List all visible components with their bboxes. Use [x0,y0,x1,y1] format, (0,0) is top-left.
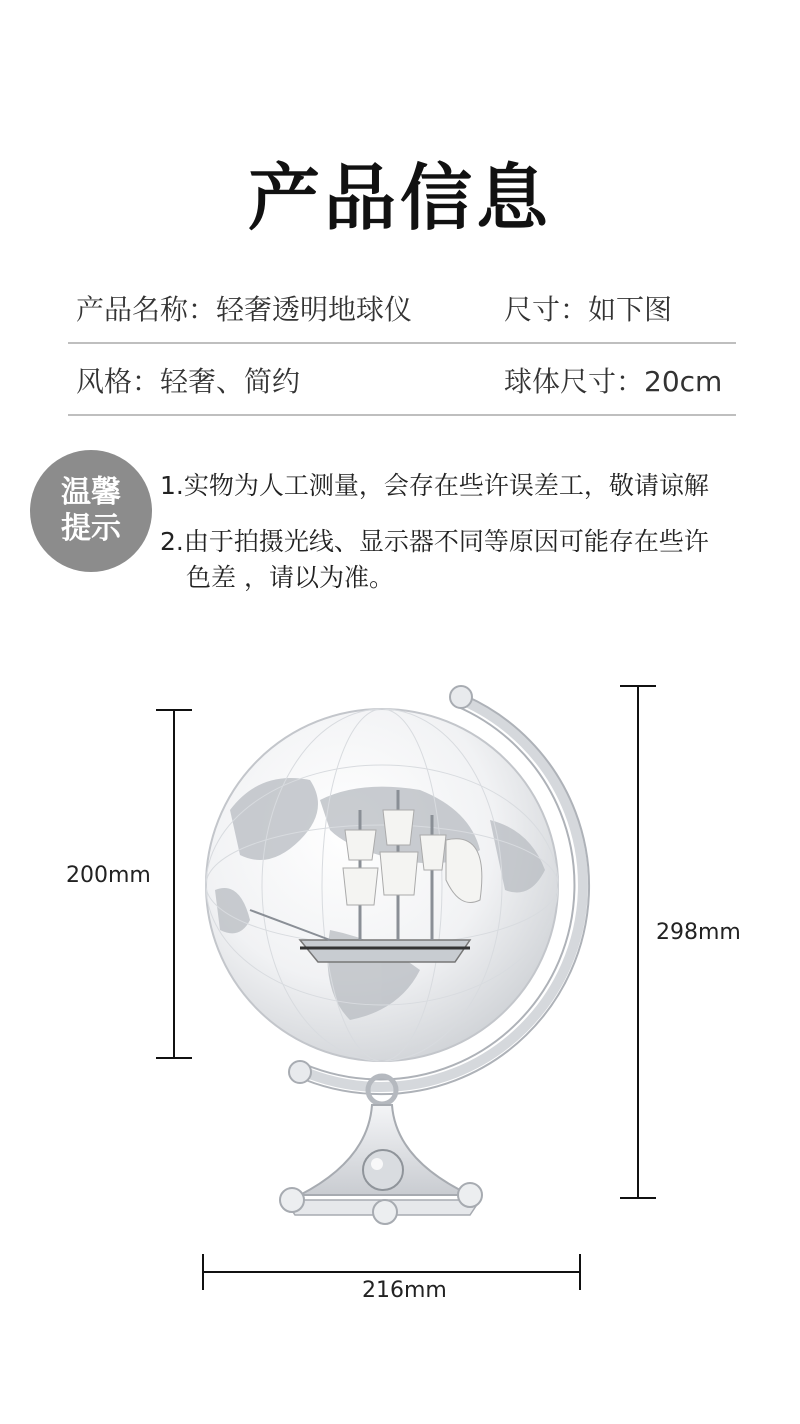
tip-badge-line1: 温馨 [61,475,121,510]
info-row-2 [68,342,736,416]
dimension-sphere-height [156,710,192,1058]
dimension-total-height [620,686,656,1198]
tip-badge-line2: 提示 [61,511,121,546]
tip-item-2: 2.由于拍摄光线、显示器不同等原因可能存在些许 [160,527,709,556]
width-label: 216mm [362,1278,447,1303]
tip-item-2-continued: 色差 ，请以为准。 [186,563,394,592]
product-style: 风格：轻奢、简约 [76,365,301,398]
page-title: 产品信息 [247,156,552,240]
product-illustration [0,640,800,1360]
globe-image [0,640,800,1360]
globe-stand [280,1076,482,1224]
product-size: 尺寸：如下图 [504,293,673,326]
tip-badge [30,450,152,572]
sphere-height-label: 200mm [66,863,151,888]
sphere-size: 球体尺寸：20cm [504,365,723,398]
total-height-label: 298mm [656,920,741,945]
product-name: 产品名称：轻奢透明地球仪 [76,293,413,326]
info-row-1 [68,270,736,344]
tip-item-1: 1.实物为人工测量，会存在些许误差工，敬请谅解 [160,471,709,500]
